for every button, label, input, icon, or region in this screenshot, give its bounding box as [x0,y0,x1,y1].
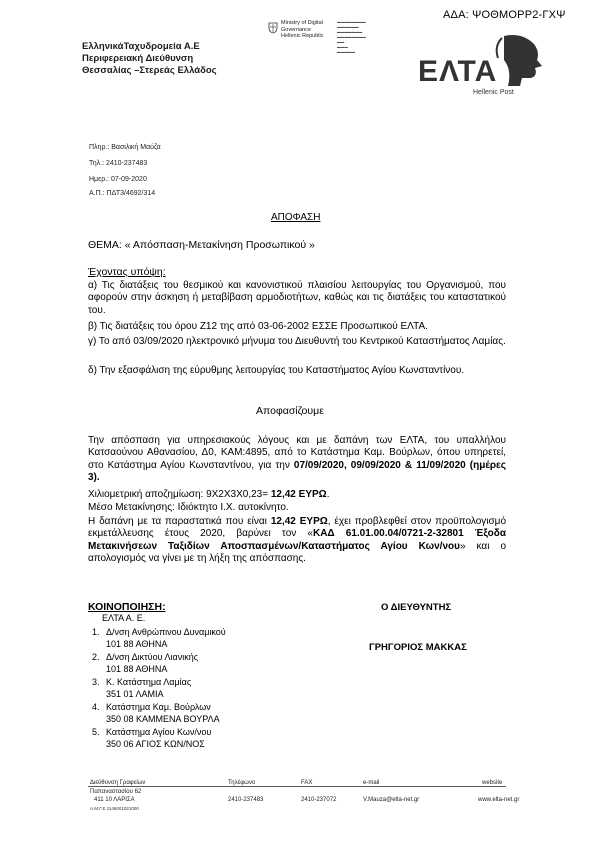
meta-protocol: Α.Π.: ΠΔΤ3/4692/314 [89,190,156,197]
list-item: Κ. Κατάστημα Λαμίας [106,677,192,687]
having-heading: Έχοντας υπόψη: [88,266,166,278]
list-item-number: 5. [92,727,100,737]
footer-email[interactable]: V.Mauza@elta-net.gr [363,797,420,803]
decide-heading: Αποφασίζουμε [256,405,324,417]
signature-role: Ο ΔΙΕΥΘΥΝΤΗΣ [381,602,452,613]
signature-name: ΓΡΗΓΟΡΙΟΣ ΜΑΚΚΑΣ [369,642,467,653]
meta-contact: Πληρ.: Βασιλική Μαύζα [89,144,161,151]
list-item-address: 101 88 ΑΘΗΝΑ [106,639,168,649]
ministry-line2: Governance [281,26,311,33]
decision-paragraph-2: Χιλιομετρική αποζημίωση: 9Χ2Χ3Χ0,23= 12,42 ΕΥΡΩ. [88,489,330,500]
meta-phone: Τηλ.: 2410-237483 [89,160,148,167]
having-item-a: α) Τις διατάξεις του θεσμικού και κανονιστικού πλαισίου λειτουργίας του Οργανισμού, που αφορούν στην άσκηση ή μεταβίβαση αρμοδιοτήτων, καθώς και τις διατάξεις του καταστατικού του. [88,280,506,316]
ada-code: ΑΔΑ: ΨΟΘΜΟΡΡ2-ΓΧΨ [443,9,566,21]
list-item: Δ/νση Δικτύου Λιανικής [106,652,199,662]
greek-emblem-icon [268,22,278,34]
org-region: Θεσσαλίας –Στερεάς Ελλάδος [82,65,217,76]
list-item-number: 1. [92,627,100,637]
footer-label-address: Διεύθυνση Γραφείων [90,780,146,786]
footer-divider [88,786,506,787]
list-item: Κατάστημα Καμ. Βούρλων [106,702,211,712]
ministry-fine-print: ▬▬▬▬▬▬▬▬ ▬▬▬▬▬▬ ▬▬▬▬▬▬▬ ▬▬▬▬▬▬▬▬ ▬▬ ▬▬▬ ▬▬▬▬▬ [337,20,366,54]
elta-tagline: Hellenic Post [473,89,514,96]
footer-label-fax: FAX [301,780,313,786]
having-item-d: δ) Την εξασφάλιση της εύρυθμης λειτουργίας του Καταστήματος Αγίου Κωνσταντίνου. [88,365,465,376]
elta-wordmark: ΕΛΤΑ [418,55,498,88]
list-item-number: 3. [92,677,100,687]
footer-label-web: website [482,780,503,786]
ministry-block [281,20,324,40]
org-name: ΕλληνικάΤαχυδρομεία Α.Ε [82,41,200,52]
footer-label-phone: Τηλέφωνο [228,780,256,786]
footer-address-line2: 411 10 ΛΑΡΙΣΑ [94,797,135,803]
footer-address-line1: Παπαναστασίου 62 [90,789,142,795]
decision-paragraph-4: Η δαπάνη με τα παραστατικά που είναι 12,42 ΕΥΡΩ, έχει προβλεφθεί στον προϋπολογισμό εκμετάλλευσης έτους 2020, βαρύνει τον «ΚΑΔ 61.01.00.04/0721-2-32801 Έξοδα Μετακινήσεων Ταξιδίων Αποσπασμένων/Καταστήματος Αγίου Κων/νου» και ο απολογισμός να γίνει με τη λήξη της απόσπασης. [88,516,507,564]
footer-phone: 2410-237483 [228,797,264,803]
ministry-line3: Hellenic Republic [281,33,324,39]
having-item-b: β) Τις διατάξεις του όρου Ζ12 της από 03-06-2002 ΕΣΣΕ Προσωπικού ΕΛΤΑ. [88,321,428,332]
list-item-number: 2. [92,652,100,662]
list-item-address: 351 01 ΛΑΜΙΑ [106,689,164,699]
footer-fax: 2410-237072 [301,797,337,803]
list-item-address: 350 06 ΑΓΙΟΣ ΚΩΝ/ΝΟΣ [106,739,205,749]
list-item-number: 4. [92,702,100,712]
list-item-address: 101 88 ΑΘΗΝΑ [106,664,168,674]
document-title: ΑΠΟΦΑΣΗ [271,212,321,223]
decision-paragraph-1: Την απόσπαση για υπηρεσιακούς λόγους και με δαπάνη των ΕΛΤΑ, του υπαλλήλου Κατσαούνου Αθανασίου, Δ0, ΚΑΜ:4895, από το Κατάστημα Καμ. Βούρλων, όπου υπηρετεί, στο Κατάστημα Αγίου Κωνσταντίνου, για την 07/09/2020, 09/09/2020 & 11/09/2020 (ημέρες 3). [88,435,506,483]
footer-address-line3: Α.Μ.Γ.Ε 1146001021000 [90,806,139,811]
having-item-c: γ) Το από 03/09/2020 ηλεκτρονικό μήνυμα του Διευθυντή του Κεντρικού Καταστήματος Λαμίας. [88,336,506,347]
subject-line: ΘΕΜΑ: « Απόσπαση-Μετακίνηση Προσωπικού » [88,239,315,251]
footer-website[interactable]: www.elta-net.gr [478,797,520,803]
decision-paragraph-3: Μέσο Μετακίνησης: Ιδιόκτητο Ι.Χ. αυτοκίνητο. [88,502,289,513]
ministry-line1: Ministry of Digital [281,20,323,26]
list-item: Κατάστημα Αγίου Κων/νου [106,727,212,737]
list-item-address: 350 08 ΚΑΜΜΕΝΑ ΒΟΥΡΛΑ [106,714,220,724]
footer-label-email: e-mail [363,780,380,786]
list-item: Δ/νση Ανθρώπινου Δυναμικού [106,627,226,637]
notification-title: ΚΟΙΝΟΠΟΙΗΣΗ: [88,601,166,613]
meta-date: Ημερ.: 07-09-2020 [89,176,147,183]
org-division: Περιφερειακή Διεύθυνση [82,53,194,64]
notification-head: ΕΛΤΑ Α. Ε. [102,613,146,623]
